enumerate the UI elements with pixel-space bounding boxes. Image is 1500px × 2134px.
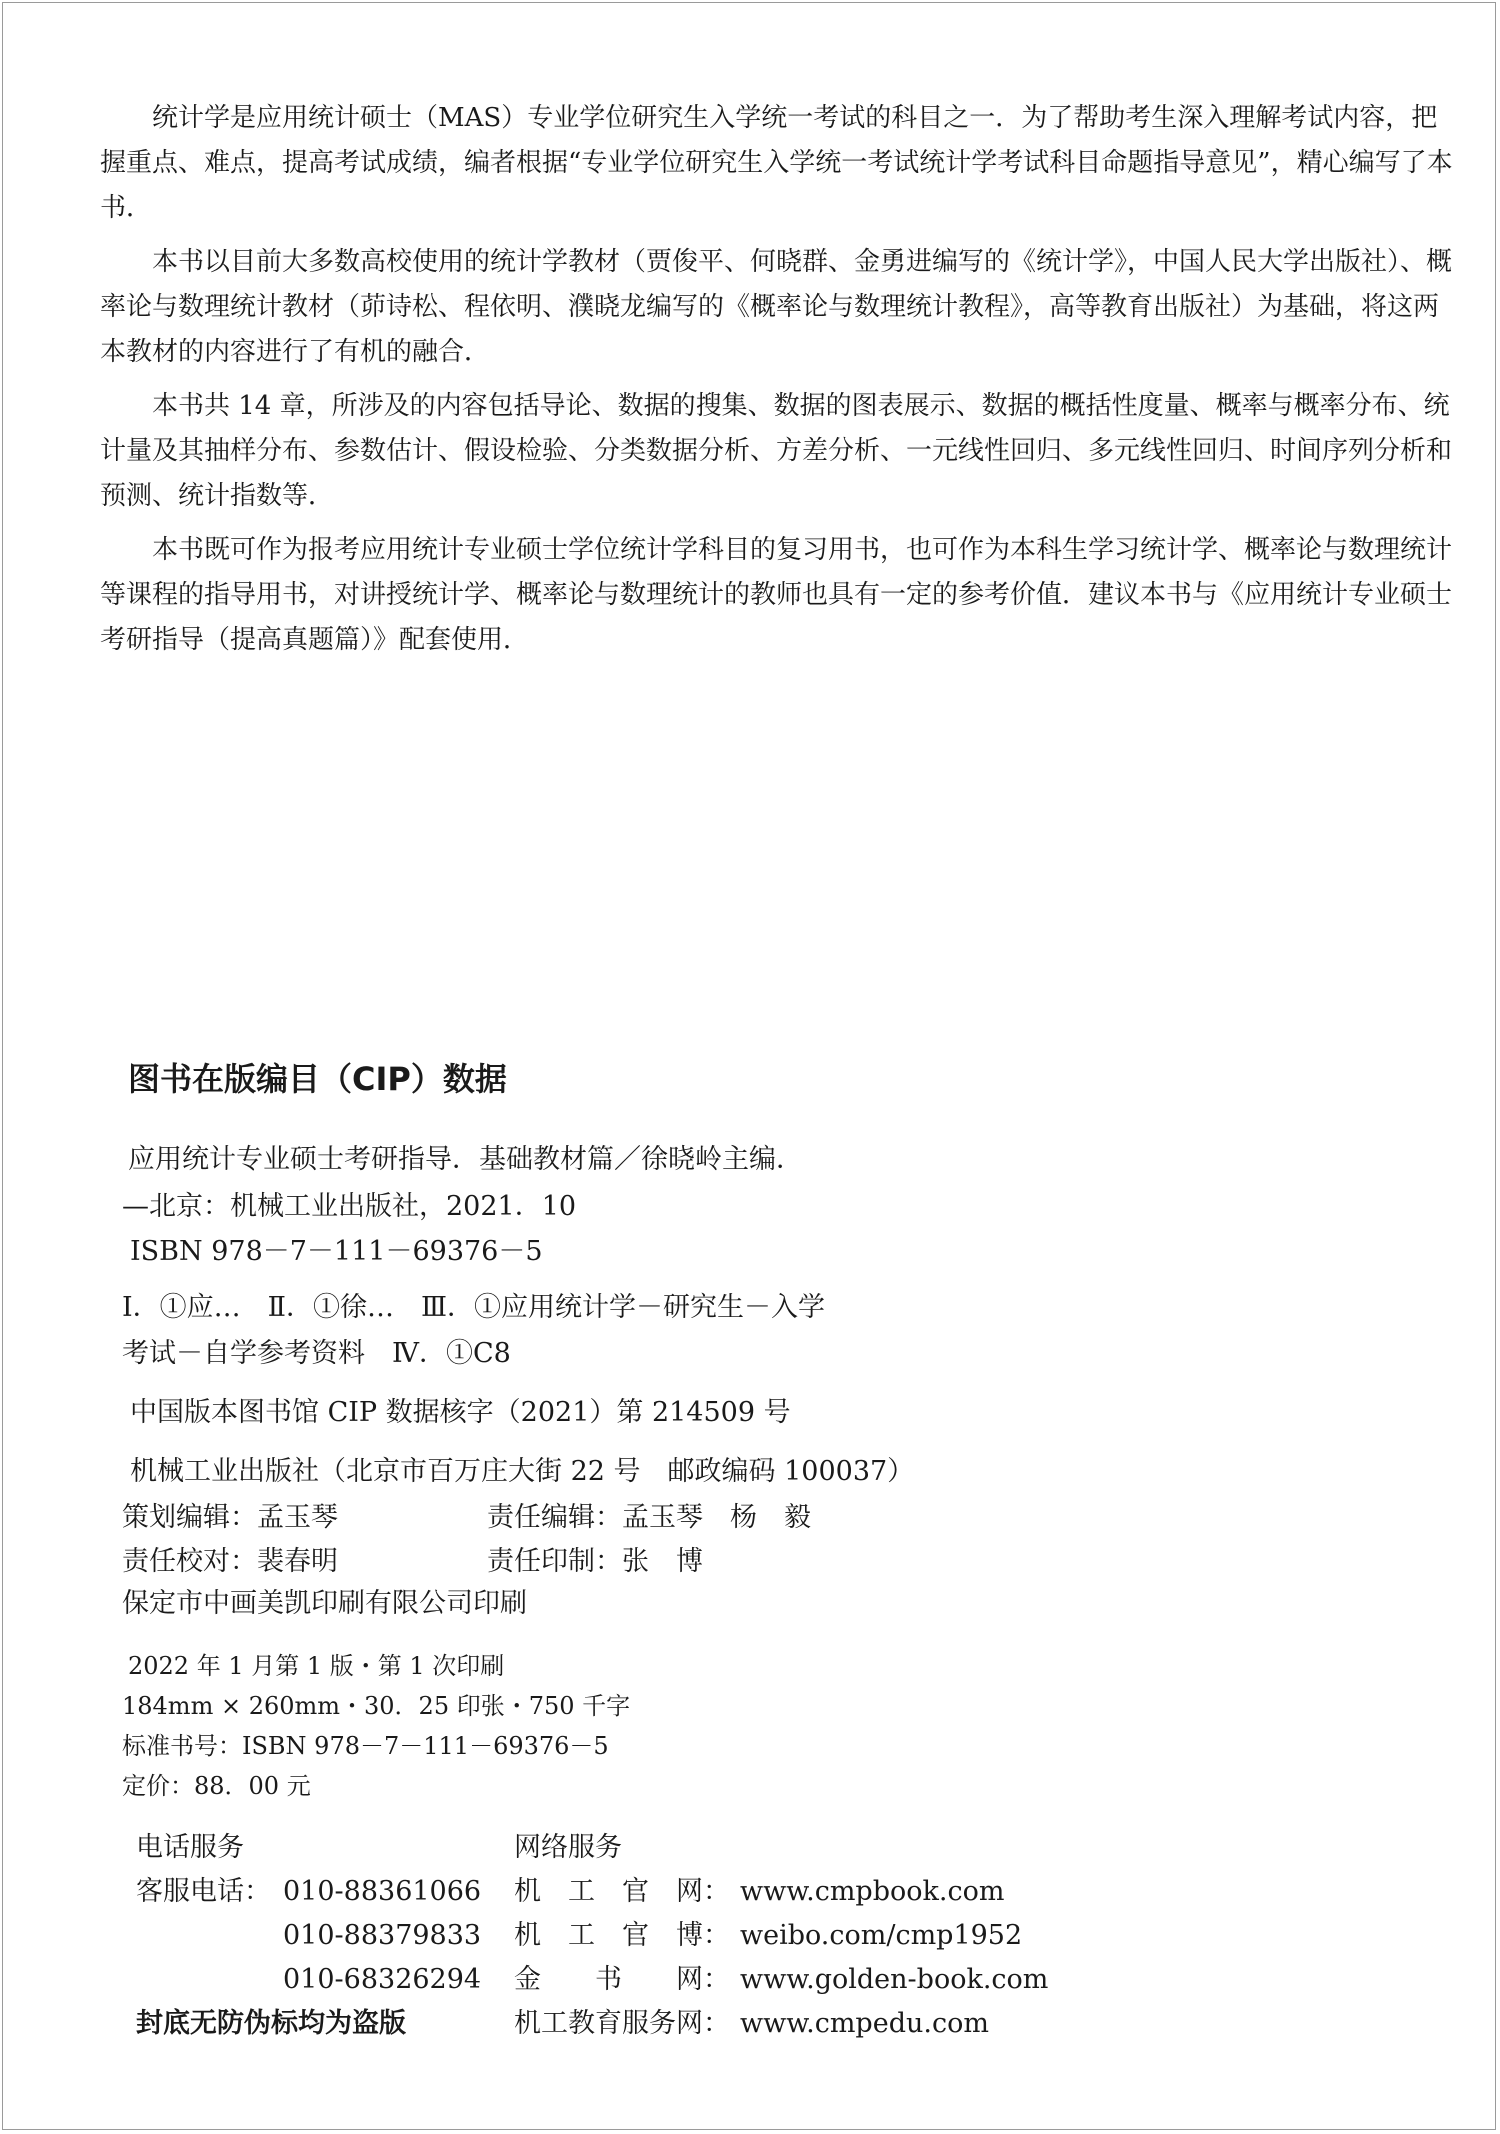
cip-classification-line-2: 考试－自学参考资料 Ⅳ．①C8 [122, 1338, 511, 1369]
web-label-3: 金 书 网： [514, 1964, 730, 1995]
format-info: 184mm × 260mm・30．25 印张・750 千字 [122, 1692, 631, 1720]
preface-paragraph-1: 统计学是应用统计硕士（MAS）专业学位研究生入学统一考试的科目之一．为了帮助考生深入理解考试内容，把握重点、难点，提高考试成绩，编者根据“专业学位研究生入学统一考试统计学考试科目命题指导意见”，精心编写了本书． [100, 103, 1453, 223]
preface-paragraph-3: 本书共 14 章，所涉及的内容包括导论、数据的搜集、数据的图表展示、数据的概括性度量、概率与概率分布、统计量及其抽样分布、参数估计、假设检验、分类数据分析、方差分析、一元线性回归、多元线性回归、时间序列分析和预测、统计指数等． [100, 391, 1453, 511]
customer-phone-label: 客服电话： [136, 1876, 271, 1907]
web-service-heading: 网络服务 [514, 1832, 622, 1863]
preface [100, 96, 1458, 672]
print-supervisor: 责任印制：张 博 [487, 1546, 703, 1577]
cip-classification-line-1: Ⅰ．①应… Ⅱ．①徐… Ⅲ．①应用统计学－研究生－入学 [122, 1292, 826, 1323]
phone-service-heading: 电话服务 [136, 1832, 244, 1863]
web-label-2: 机 工 官 博： [514, 1920, 730, 1951]
planning-editor: 策划编辑：孟玉琴 [122, 1502, 338, 1533]
publisher-address: 机械工业出版社（北京市百万庄大街 22 号 邮政编码 100037） [130, 1456, 915, 1487]
printer: 保定市中画美凯印刷有限公司印刷 [122, 1588, 527, 1619]
standard-number: 标准书号：ISBN 978－7－111－69376－5 [122, 1732, 609, 1760]
anti-piracy-notice: 封底无防伪标均为盗版 [136, 2008, 406, 2039]
phone-number-1: 010-88361066 [283, 1876, 482, 1907]
edition-info: 2022 年 1 月第 1 版・第 1 次印刷 [128, 1652, 505, 1680]
web-url-1[interactable]: www.cmpbook.com [740, 1876, 1005, 1907]
web-url-2[interactable]: weibo.com/cmp1952 [740, 1920, 1023, 1951]
preface-paragraph-4: 本书既可作为报考应用统计专业硕士学位统计学科目的复习用书，也可作为本科生学习统计学、概率论与数理统计等课程的指导用书，对讲授统计学、概率论与数理统计的教师也具有一定的参考价值．建议本书与《应用统计专业硕士考研指导（提高真题篇）》配套使用． [100, 535, 1453, 655]
cip-title-line: 应用统计专业硕士考研指导．基础教材篇／徐晓岭主编． [128, 1144, 803, 1175]
proofreader: 责任校对：裴春明 [122, 1546, 338, 1577]
web-label-1: 机 工 官 网： [514, 1876, 730, 1907]
preface-paragraph-2: 本书以目前大多数高校使用的统计学教材（贾俊平、何晓群、金勇进编写的《统计学》，中国人民大学出版社）、概率论与数理统计教材（茆诗松、程依明、濮晓龙编写的《概率论与数理统计教程》，高等教育出版社）为基础，将这两本教材的内容进行了有机的融合． [100, 247, 1453, 367]
responsible-editor: 责任编辑：孟玉琴 杨 毅 [487, 1502, 811, 1533]
phone-number-3: 010-68326294 [283, 1964, 482, 1995]
phone-number-2: 010-88379833 [283, 1920, 482, 1951]
web-url-3[interactable]: www.golden-book.com [740, 1964, 1049, 1995]
cip-heading: 图书在版编目（CIP）数据 [128, 1060, 507, 1098]
cip-verification-line: 中国版本图书馆 CIP 数据核字（2021）第 214509 号 [130, 1397, 791, 1428]
cip-publisher-line: —北京：机械工业出版社，2021．10 [122, 1191, 577, 1222]
web-label-4: 机工教育服务网： [514, 2008, 730, 2039]
cip-isbn-line: ISBN 978－7－111－69376－5 [130, 1236, 543, 1267]
price: 定价：88．00 元 [122, 1772, 311, 1800]
web-url-4[interactable]: www.cmpedu.com [740, 2008, 989, 2039]
